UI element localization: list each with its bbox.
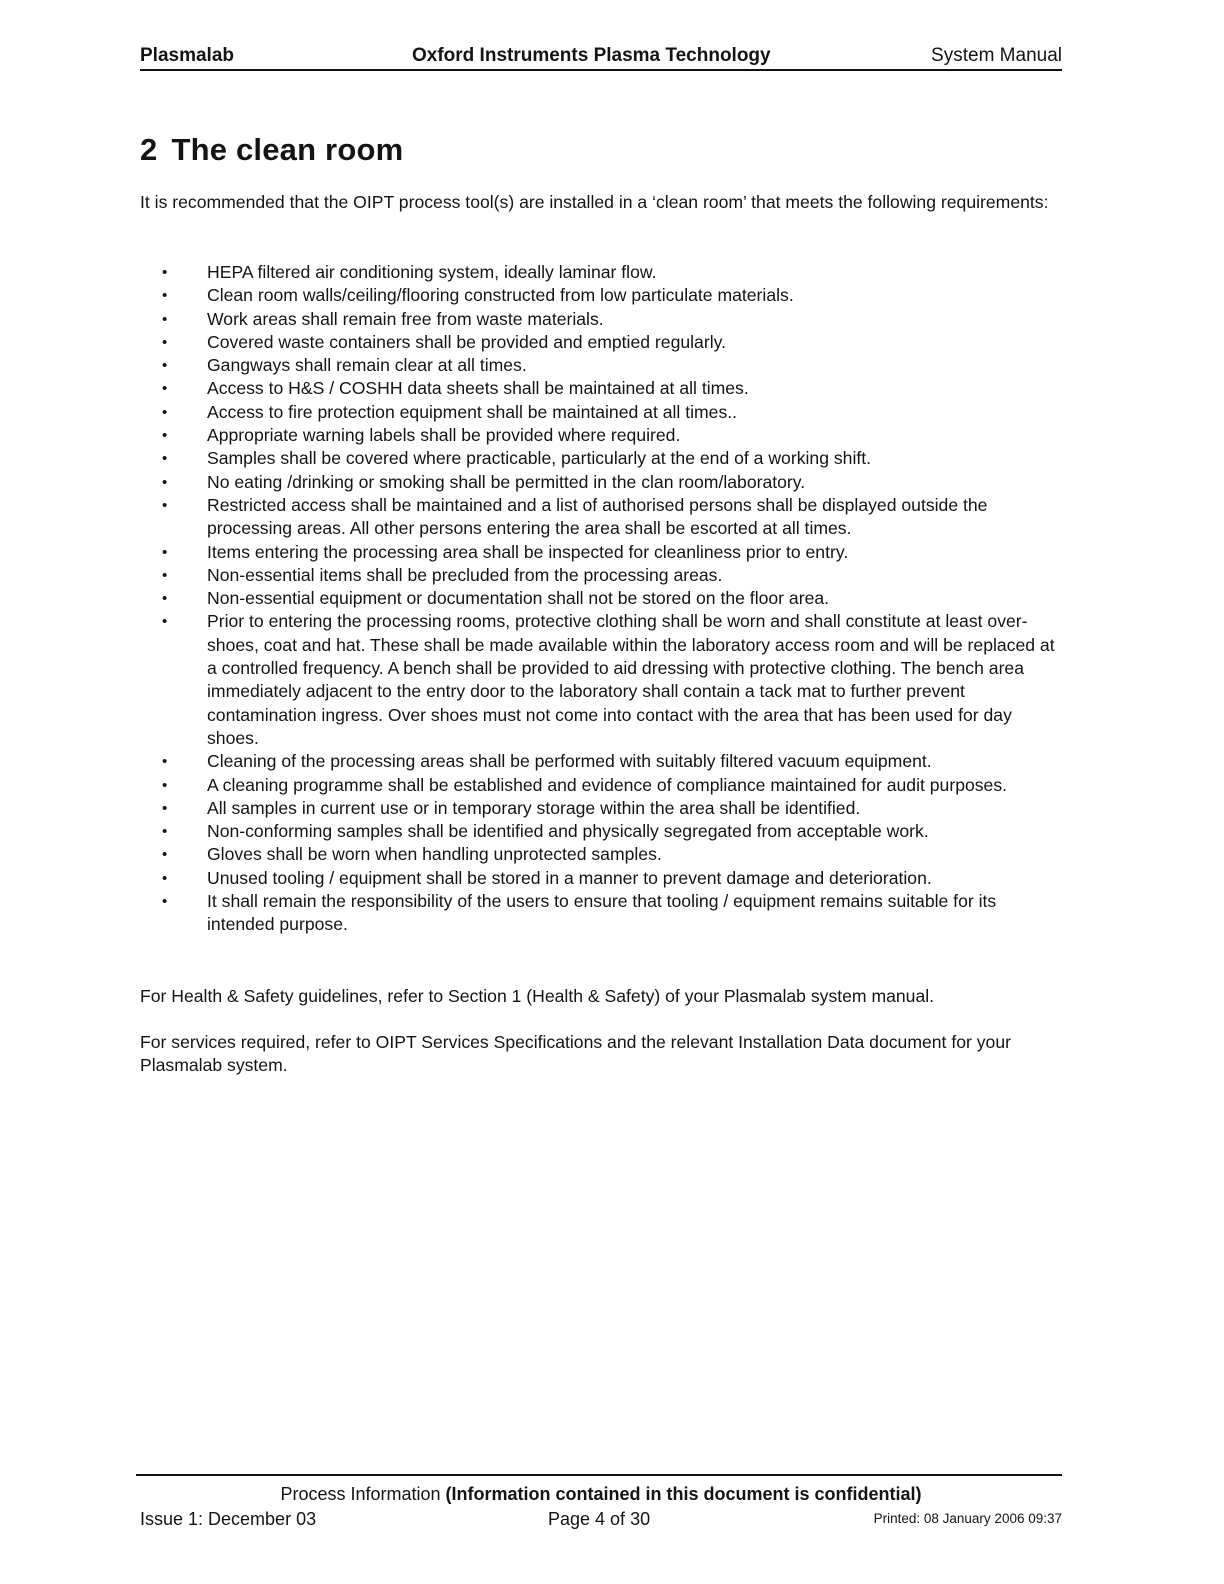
bullet-icon: • — [162, 496, 168, 514]
list-item: • Gloves shall be worn when handling unprotected samples. — [140, 843, 1062, 866]
bullet-icon: • — [162, 310, 168, 328]
footer-meta — [140, 1507, 1062, 1531]
section-title-text: The clean room — [171, 132, 404, 167]
list-item: • Appropriate warning labels shall be provided where required. — [140, 424, 1062, 447]
requirements-list — [140, 261, 1062, 937]
list-item: • It shall remain the responsibility of the users to ensure that tooling / equipment remains suitable for its intended purpose. — [162, 891, 997, 935]
bullet-icon: • — [162, 846, 168, 864]
header-company: Oxford Instruments Plasma Technology — [412, 45, 771, 66]
bullet-icon: • — [162, 403, 168, 421]
bullet-icon: • — [162, 333, 168, 351]
list-item: • HEPA filtered air conditioning system, ideally laminar flow. — [140, 261, 1062, 284]
list-item: • Non-essential equipment or documentation shall not be stored on the floor area. — [140, 587, 1062, 610]
list-item: • Access to fire protection equipment shall be maintained at all times.. — [140, 401, 1062, 424]
bullet-icon: • — [162, 566, 168, 584]
list-item: • Non-essential items shall be precluded from the processing areas. — [140, 564, 1062, 587]
bullet-icon: • — [162, 357, 168, 375]
bullet-icon: • — [162, 893, 168, 911]
list-item: • Prior to entering the processing rooms, protective clothing shall be worn and shall constitute at least over-shoes, coat and hat. These shall be made available within the laboratory access room and will be replaced at a controlled frequency. A bench shall be provided to aid dressing with protective clothing. The bench area immediately adjacent to the entry door to the laboratory shall contain a tack mat to further prevent contamination ingress. Over shoes must not come into contact with the area that has been used for day shoes. — [162, 611, 1055, 748]
list-item: • Covered waste containers shall be provided and emptied regularly. — [140, 331, 1062, 354]
intro-paragraph: It is recommended that the OIPT process tool(s) are installed in a ‘clean room’ that meets the following requirements: — [140, 192, 1049, 212]
bullet-icon: • — [162, 287, 168, 305]
bullet-icon: • — [162, 776, 168, 794]
header-doc-type: System Manual — [931, 45, 1062, 66]
list-item: • Gangways shall remain clear at all times. — [140, 354, 1062, 377]
printed-date: Printed: 08 January 2006 09:37 — [873, 1511, 1062, 1526]
footer-category: Process Information — [280, 1484, 441, 1504]
footer-divider — [136, 1474, 1062, 1476]
issue-label: Issue 1: December 03 — [140, 1509, 317, 1529]
bullet-icon: • — [162, 869, 168, 887]
list-item: • Cleaning of the processing areas shall be performed with suitably filtered vacuum equipment. — [140, 750, 1062, 773]
bullet-icon: • — [162, 380, 168, 398]
section-title — [140, 130, 403, 170]
bullet-icon: • — [162, 590, 168, 608]
bullet-icon: • — [162, 823, 168, 841]
bullet-icon: • — [162, 427, 168, 445]
bullet-icon: • — [162, 753, 168, 771]
services-paragraph: For services required, refer to OIPT Services Specifications and the relevant Installation Data document for your Plasmalab system. — [140, 1032, 1011, 1076]
bullet-icon: • — [162, 613, 168, 631]
page-number: Page 4 of 30 — [548, 1509, 651, 1529]
list-item: • No eating /drinking or smoking shall be permitted in the clan room/laboratory. — [140, 471, 1062, 494]
list-item: • Access to H&S / COSHH data sheets shall be maintained at all times. — [140, 377, 1062, 400]
bullet-icon: • — [162, 543, 168, 561]
list-item: • All samples in current use or in temporary storage within the area shall be identified. — [140, 797, 1062, 820]
header-product: Plasmalab — [140, 45, 234, 66]
list-item: • Clean room walls/ceiling/flooring constructed from low particulate materials. — [140, 284, 1062, 307]
document-page — [140, 0, 1062, 1584]
list-item: • Samples shall be covered where practicable, particularly at the end of a working shift. — [140, 447, 1062, 470]
header-divider — [140, 69, 1062, 71]
page-header — [140, 44, 1062, 68]
bullet-icon: • — [162, 799, 168, 817]
bullet-icon: • — [162, 264, 168, 281]
bullet-icon: • — [162, 450, 168, 468]
list-item: • Work areas shall remain free from waste materials. — [140, 308, 1062, 331]
bullet-icon: • — [162, 473, 168, 491]
list-item: • Items entering the processing area shall be inspected for cleanliness prior to entry. — [140, 541, 1062, 564]
health-safety-paragraph: For Health & Safety guidelines, refer to Section 1 (Health & Safety) of your Plasmalab system manual. — [140, 986, 935, 1006]
confidential-notice: (Information contained in this document is confidential) — [445, 1484, 922, 1504]
list-item: • Unused tooling / equipment shall be stored in a manner to prevent damage and deterioration. — [140, 867, 1062, 890]
list-item: • Restricted access shall be maintained and a list of authorised persons shall be displayed outside the processing areas. All other persons entering the area shall be escorted at all times. — [162, 494, 988, 539]
footer-confidentiality — [140, 1482, 1062, 1506]
list-item: • Non-conforming samples shall be identified and physically segregated from acceptable work. — [140, 820, 1062, 843]
list-item: • A cleaning programme shall be established and evidence of compliance maintained for audit purposes. — [140, 774, 1062, 797]
section-number: 2 — [140, 132, 158, 167]
